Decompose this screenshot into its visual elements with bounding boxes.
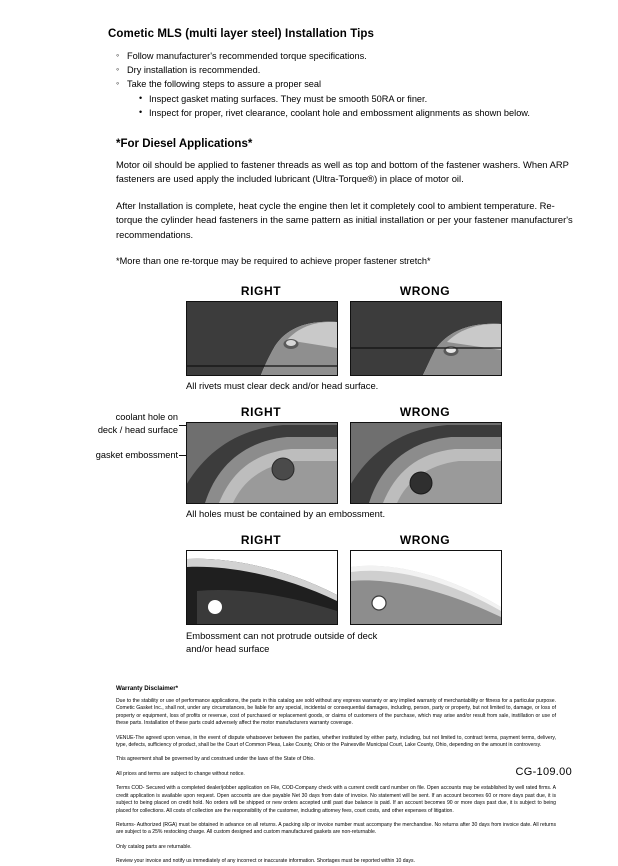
figure-holes-wrap: [38, 405, 580, 504]
figure-embossment-right: [186, 533, 336, 625]
list-item-label: Follow manufacturer's recommended torque specifications.: [127, 51, 367, 61]
list-item: [116, 63, 580, 77]
figure-image-right: [186, 301, 338, 376]
figure-rivets-wrong: [350, 284, 500, 376]
list-item-label: Dry installation is recommended.: [127, 65, 261, 76]
warranty-paragraph: Due to the stability or use of performance applications, the parts in this catalog are sold without any express warranty or any implied warranty of merchantability or fitness for a particular purpose. Cometic Gasket Inc., shall not, under any circumstances, be liable for any special, incidental or consequential damages, including, person, party or property, but not limited to, damage, or loss of property or equipment, loss of profits or revenue, cost of purchased or replacement goods, or claims of customers of the purchase, which may arise and/or result from sale, instillation or use of these parts. Installation of these parts could adversely affect the motor manufacturers warranty coverage.: [116, 698, 556, 727]
figure-label-wrong: WRONG: [399, 533, 451, 548]
warranty-paragraph: This agreement shall be governed by and construed under the laws of the State of Ohio.: [116, 756, 315, 763]
figure-holes-wrong: [350, 405, 500, 504]
figure-image-wrong: [350, 550, 502, 625]
figure-image-right: [186, 422, 338, 504]
embossment-wrong-illustration: [351, 551, 501, 624]
figure-embossment-wrong: [350, 533, 500, 625]
installation-tips-list: [116, 49, 580, 120]
callout-coolant-hole: [38, 411, 178, 436]
figure-label-wrong: WRONG: [399, 405, 451, 420]
figure-label-right: RIGHT: [240, 533, 282, 548]
figure-image-wrong: [350, 422, 502, 504]
figure-rivets: [186, 284, 580, 376]
list-item: [116, 77, 580, 120]
figure-label-right: RIGHT: [240, 284, 282, 299]
figure-holes: [186, 405, 580, 504]
installation-sub-list: [139, 92, 580, 120]
figures-section: [38, 284, 580, 655]
figure-image-right: [186, 550, 338, 625]
list-item-label: Take the following steps to assure a proper seal: [127, 79, 322, 90]
warranty-heading: Warranty Disclaimer*: [116, 685, 179, 693]
warranty-paragraph: VENUE-The agreed upon venue, in the event of dispute whatsoever between the parties, whether instituted by either party, including, but not limited to, contract terms, payment terms, delivery, type, defects, sufficiency of product, shall be the Court of Common Pleas, Lake County, Ohio or the Painesville Municipal Court, Lake County, Ohio, depending on the amount in controversy.: [116, 734, 556, 749]
figure-rivets-caption: All rivets must clear deck and/or head surface.: [186, 380, 379, 392]
figure-rivets-right: [186, 284, 336, 376]
list-item: [116, 49, 580, 63]
warranty-paragraph: Review your invoice and notify us immediately of any incorrect or inaccurate information. Shortages must be reported within 10 days.: [116, 858, 415, 865]
warranty-section: [116, 685, 556, 866]
rivet-right-illustration: [187, 302, 337, 375]
callout-gasket-embossment-label: gasket embossment: [95, 450, 178, 461]
document-number: CG-109.00: [515, 766, 572, 778]
figure-holes-caption: All holes must be contained by an embossment.: [186, 508, 386, 520]
page-title: Cometic MLS (multi layer steel) Installation Tips: [108, 28, 375, 40]
warranty-paragraph: All prices and terms are subject to change without notice.: [116, 770, 245, 777]
figure-embossment: [186, 533, 580, 625]
list-item-label: Inspect for proper, rivet clearance, coolant hole and embossment alignments as shown below.: [149, 107, 530, 118]
figure-embossment-caption-line1: Embossment can not protrude outside of deck: [186, 630, 378, 642]
figure-embossment-caption-line2: and/or head surface: [186, 643, 270, 655]
diesel-note: *More than one re-torque may be required to achieve proper fastener stretch*: [116, 256, 431, 267]
list-item-label: Inspect gasket mating surfaces. They must be smooth 50RA or finer.: [149, 93, 428, 104]
diesel-paragraph-1: Motor oil should be applied to fastener threads as well as top and bottom of the fastener washers. When ARP fasteners are used apply the included lubricant (Ultra-Torque®) in place of motor oil.: [116, 159, 569, 185]
figure-holes-right: [186, 405, 336, 504]
figure-label-right: RIGHT: [240, 405, 282, 420]
figure-label-wrong: WRONG: [399, 284, 451, 299]
warranty-paragraph: Only catalog parts are returnable.: [116, 843, 192, 850]
callout-gasket-embossment: [38, 449, 178, 462]
warranty-paragraph: Terms COD- Secured with a completed dealer/jobber application on File, COD-Company check with a current credit card number on file. Open accounts may be established by well rated firms. A credit application is available upon request. Open accounts are due payable Net 30 days from date of invoice. No statement will be sent. If an account becomes 60 or more days past due, it is subject to being placed on credit hold. No orders will be shipped or new orders accepted until past due balance is paid. If an account becomes 90 or more days past due, it is subject to being placed for collections. All costs of collection are the responsibility of the customer, including attorney fees, court costs, and other expenses of litigation.: [116, 785, 556, 814]
list-item: [139, 106, 580, 120]
hole-wrong-illustration: [351, 423, 501, 503]
callout-coolant-hole-line2: deck / head surface: [97, 424, 178, 435]
callout-coolant-hole-line1: coolant hole on: [115, 412, 178, 423]
rivet-wrong-illustration: [351, 302, 501, 375]
list-item: [139, 92, 580, 106]
diesel-heading: *For Diesel Applications*: [116, 138, 253, 151]
diesel-paragraph-2: After Installation is complete, heat cycle the engine then let it completely cool to ambient temperature. Re-torque the cylinder head fasteners in the same pattern as initial installation or per your fastener manufacturer's recommendations.: [116, 199, 573, 240]
hole-right-illustration: [187, 423, 337, 503]
figure-embossment-caption: [186, 629, 580, 655]
figure-image-wrong: [350, 301, 502, 376]
embossment-right-illustration: [187, 551, 337, 624]
warranty-paragraph: Returns- Authorized (RGA) must be obtained in advance on all returns. A packing slip or invoice number must accompany the merchandise. No returns after 30 days from invoice date. All returns are subject to a 25% restocking charge. All custom designed and custom manufactured gaskets are non-returnable.: [116, 821, 556, 836]
